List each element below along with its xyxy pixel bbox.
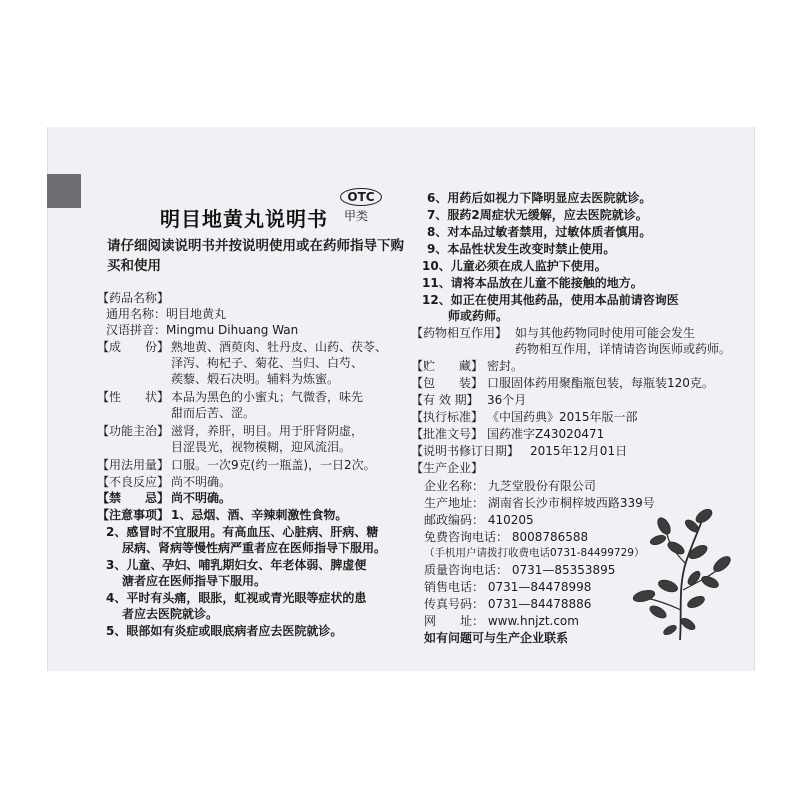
website: 网 址： www.hnjzt.com: [424, 614, 579, 628]
caution-item-6: 6、用药后如视力下降明显应去医院就诊。: [427, 191, 652, 205]
herb-plant-icon: [628, 502, 733, 642]
adverse-label: 【不良反应】: [97, 475, 170, 489]
caution-item-2: 2、感冒时不宜服用。有高血压、心脏病、肝病、糖: [106, 525, 379, 539]
composition-label: 【成 份】: [97, 340, 170, 354]
interaction-line: 如与其他药物同时使用可能会发生: [515, 326, 696, 340]
caution-item-7: 7、服药2周症状无缓解，应去医院就诊。: [427, 208, 648, 222]
manufacturer-heading: 【生产企业】: [411, 461, 484, 475]
address: 生产地址： 湖南省长沙市桐梓坡西路339号: [424, 496, 655, 510]
category-label: 甲类: [344, 209, 369, 223]
storage-text: 密封。: [487, 359, 524, 373]
drug-name-heading: 【药品名称】: [97, 291, 170, 305]
composition-line: 熟地黄、酒萸肉、牡丹皮、山药、茯苓、: [171, 340, 388, 354]
composition-line: 泽泻、枸杞子、菊花、当归、白芍、: [171, 356, 364, 370]
indications-line: 滋肾，养肝，明目。用于肝肾阴虚，: [171, 424, 364, 438]
standard-label: 【执行标准】: [411, 410, 484, 424]
caution-item-5: 5、眼部如有炎症或眼底病者应去医院就诊。: [106, 624, 343, 638]
properties-line: 甜而后苦、涩。: [171, 406, 256, 420]
storage-label: 【贮 藏】: [411, 359, 484, 373]
quality-phone: 质量咨询电话： 0731—85353895: [424, 563, 616, 577]
usage-notice: 请仔细阅读说明书并按说明使用或在药师指导下购买和使用: [107, 238, 404, 274]
document-title: 明目地黄丸说明书: [160, 207, 328, 231]
dosage-label: 【用法用量】: [97, 458, 170, 472]
caution-item-2-cont: 尿病、肾病等慢性病严重者应在医师指导下服用。: [122, 541, 387, 555]
pinyin-name: 汉语拼音：Mingmu Dihuang Wan: [106, 323, 299, 337]
caution-item-4-cont: 者应去医院就诊。: [122, 607, 219, 621]
caution-item-12-cont: 师或药师。: [448, 309, 509, 323]
caution-item-12: 12、如正在使用其他药品，使用本品前请咨询医: [422, 293, 679, 307]
postcode: 邮政编码： 410205: [424, 513, 534, 527]
validity-label: 【有 效 期】: [411, 393, 479, 407]
caution-item-3: 3、儿童、孕妇、哺乳期妇女、年老体弱、脾虚便: [106, 558, 367, 572]
common-name: 通用名称：明目地黄丸: [106, 307, 227, 321]
caution-item-10: 10、儿童必须在成人监护下使用。: [422, 259, 607, 273]
contact-footer: 如有问题可与生产企业联系: [424, 631, 569, 645]
properties-line: 本品为黑色的小蜜丸；气微香，味先: [171, 390, 364, 404]
indications-label: 【功能主治】: [97, 424, 170, 438]
caution-item-4: 4、平时有头痛，眼胀，虹视或青光眼等症状的患: [106, 591, 367, 605]
caution-item-9: 9、本品性状发生改变时禁止使用。: [427, 242, 616, 256]
revision-date: 2015年12月01日: [530, 444, 628, 458]
sales-phone: 销售电话： 0731—84478998: [424, 580, 592, 594]
mobile-note: （手机用户请拨打收费电话0731-84499729）: [424, 547, 645, 559]
properties-label: 【性 状】: [97, 390, 170, 404]
caution-item-11: 11、请将本品放在儿童不能接触的地方。: [422, 276, 643, 290]
indications-line: 目涩畏光，视物模糊，迎风流泪。: [171, 440, 352, 454]
caution-item-8: 8、对本品过敏者禁用，过敏体质者慎用。: [427, 225, 652, 239]
revision-label: 【说明书修订日期】: [411, 444, 520, 458]
caution-item-1: 1、忌烟、酒、辛辣刺激性食物。: [171, 508, 348, 522]
contraindication-label: 【禁 忌】: [97, 491, 170, 505]
composition-line: 蒺藜、煅石决明。辅料为炼蜜。: [171, 372, 340, 386]
fax-number: 传真号码： 0731—84478886: [424, 597, 592, 611]
package-label: 【包 装】: [411, 376, 484, 390]
approval-text: 国药准字Z43020471: [487, 427, 605, 441]
grey-tab-mark: [47, 174, 81, 208]
interaction-line: 药物相互作用，详情请咨询医师或药师。: [515, 342, 732, 356]
adverse-text: 尚不明确。: [171, 475, 232, 489]
caution-label: 【注意事项】: [97, 508, 170, 522]
dosage-text: 口服。一次9克(约一瓶盖)，一日2次。: [171, 458, 376, 472]
contraindication-text: 尚不明确。: [171, 491, 232, 505]
free-hotline: 免费咨询电话： 8008786588: [424, 530, 589, 544]
validity-text: 36个月: [487, 393, 527, 407]
package-text: 口服固体药用聚酯瓶包装，每瓶装120克。: [487, 376, 714, 390]
standard-text: 《中国药典》2015年版一部: [487, 410, 638, 424]
interaction-label: 【药物相互作用】: [411, 326, 508, 340]
otc-badge: OTC: [340, 188, 382, 206]
approval-label: 【批准文号】: [411, 427, 484, 441]
caution-item-3-cont: 溏者应在医师指导下服用。: [122, 574, 267, 588]
company-name: 企业名称： 九芝堂股份有限公司: [424, 479, 596, 493]
